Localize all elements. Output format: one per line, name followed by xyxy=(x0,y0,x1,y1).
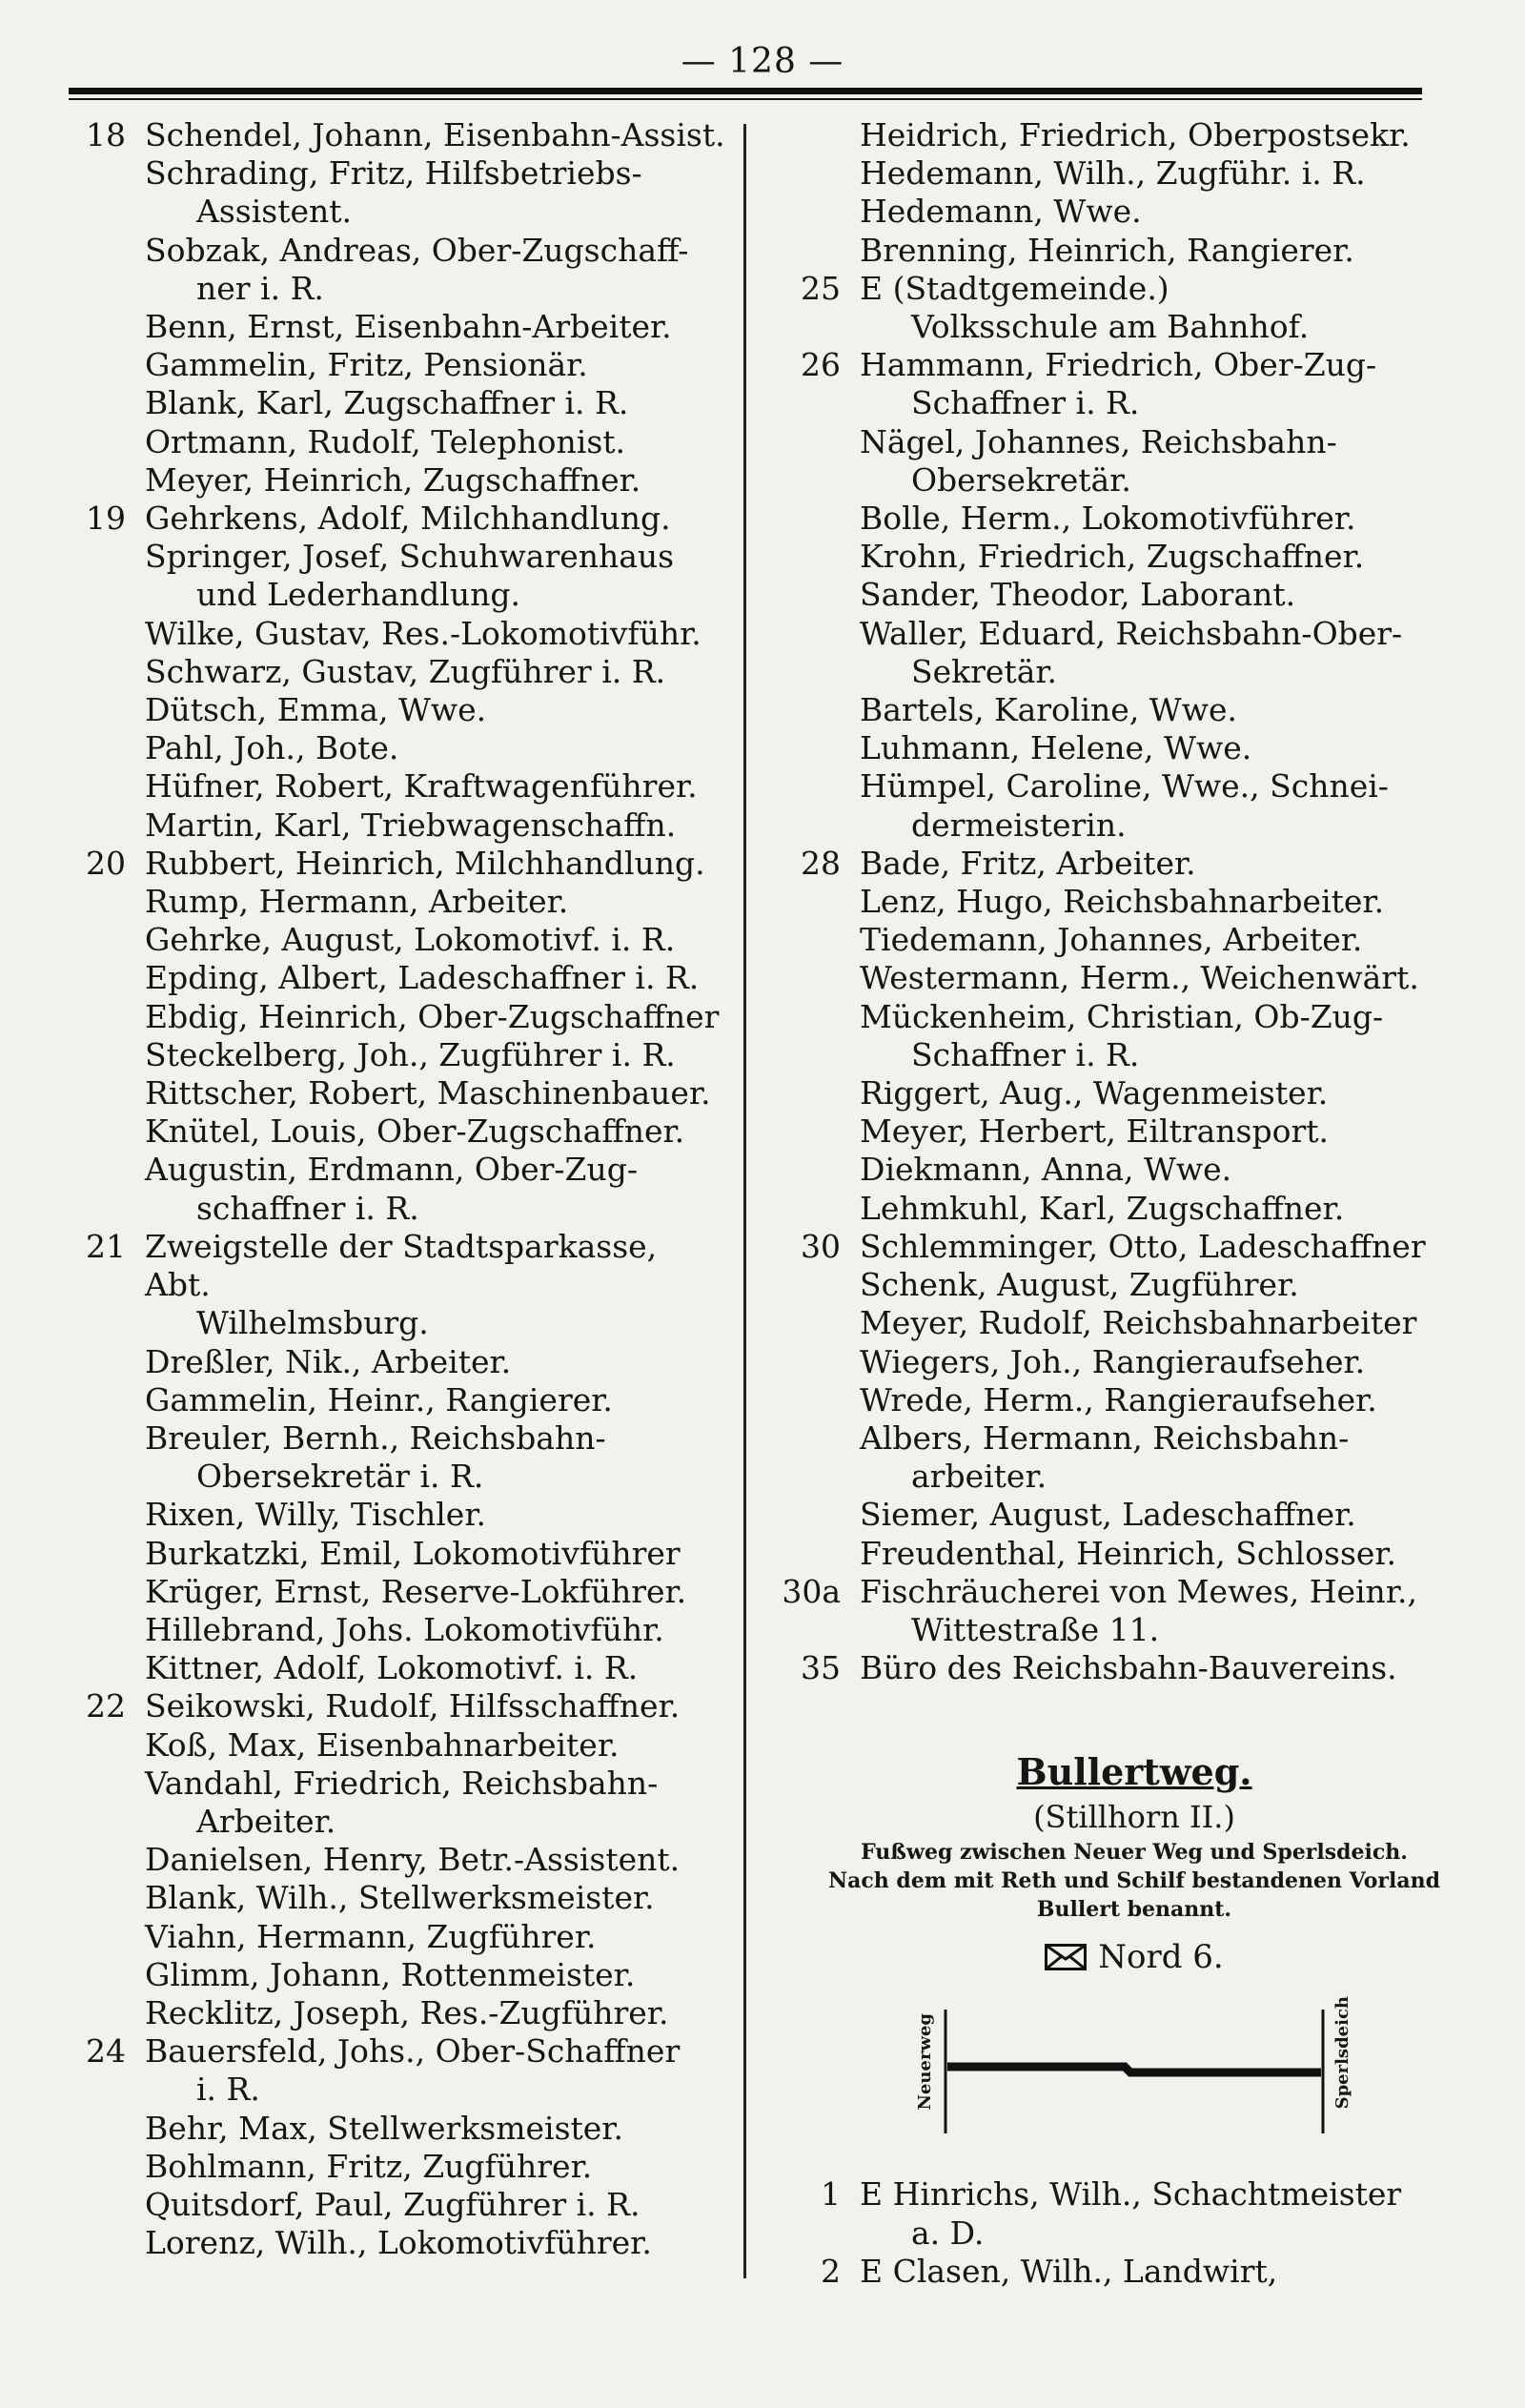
house-number: 26 xyxy=(801,346,841,384)
resident-text: Glimm, Johann, Rottenmeister. xyxy=(145,1955,636,1993)
directory-entry xyxy=(67,1879,734,1917)
resident-text-continuation: a. D. xyxy=(911,2214,985,2252)
directory-entry xyxy=(67,500,734,538)
directory-entry xyxy=(782,615,1487,691)
house-number: 25 xyxy=(801,269,841,307)
resident-text: Sobzak, Andreas, Ober-Zugschaff- xyxy=(145,231,689,269)
directory-entry xyxy=(67,346,734,384)
resident-text: Schwarz, Gustav, Zugführer i. R. xyxy=(145,652,666,690)
directory-entry xyxy=(67,423,734,461)
resident-text-continuation: Assistent. xyxy=(196,193,352,231)
directory-entry xyxy=(782,1649,1487,1687)
directory-entry xyxy=(67,2148,734,2186)
resident-text: Blank, Wilh., Stellwerksmeister. xyxy=(145,1879,655,1917)
directory-entry xyxy=(67,384,734,422)
house-number: 22 xyxy=(86,1687,126,1725)
resident-text: Schrading, Fritz, Hilfsbetriebs- xyxy=(145,154,642,193)
house-number: 20 xyxy=(86,844,126,882)
resident-text: Pahl, Joh., Bote. xyxy=(145,729,399,767)
resident-text: Epding, Albert, Ladeschaffner i. R. xyxy=(145,959,700,997)
directory-entry xyxy=(67,1343,734,1381)
directory-entry xyxy=(782,232,1487,270)
directory-entry xyxy=(67,232,734,308)
resident-text-continuation: Wittestraße 11. xyxy=(911,1610,1160,1648)
map-street-line xyxy=(947,2067,1321,2072)
resident-text-continuation: dermeisterin. xyxy=(911,806,1127,844)
resident-text: Krohn, Friedrich, Zugschaffner. xyxy=(860,538,1365,576)
resident-text: Nägel, Johannes, Reichsbahn- xyxy=(860,422,1337,460)
resident-text: E Hinrichs, Wilh., Schachtmeister xyxy=(860,2175,1402,2214)
directory-entry xyxy=(67,2032,734,2109)
directory-entry xyxy=(782,500,1487,538)
street-title: Bullertweg. xyxy=(1016,1750,1252,1794)
resident-text: Schendel, Johann, Eisenbahn-Assist. xyxy=(145,116,725,153)
resident-text: Burkatzki, Emil, Lokomotivführer xyxy=(145,1534,681,1572)
resident-text: Lehmkuhl, Karl, Zugschaffner. xyxy=(860,1189,1345,1227)
directory-entry xyxy=(782,423,1487,500)
resident-text-continuation: i. R. xyxy=(196,2071,260,2109)
resident-text: Gehrkens, Adolf, Milchhandlung. xyxy=(145,500,671,538)
directory-entry xyxy=(67,767,734,806)
resident-text-continuation: Schaffner i. R. xyxy=(911,1035,1140,1073)
resident-text: Siemer, August, Ladeschaffner. xyxy=(860,1496,1356,1534)
resident-text: Hammann, Friedrich, Ober-Zug- xyxy=(860,346,1377,384)
resident-text: Gehrke, August, Lokomotivf. i. R. xyxy=(145,921,676,959)
resident-text: Rump, Hermann, Arbeiter. xyxy=(145,883,569,921)
street-map-drawing xyxy=(886,1990,1382,2153)
resident-text: Hümpel, Caroline, Wwe., Schnei- xyxy=(860,767,1389,806)
directory-entry xyxy=(67,1649,734,1687)
resident-text-continuation: ner i. R. xyxy=(196,269,324,307)
directory-entry xyxy=(782,1190,1487,1228)
directory-entry xyxy=(67,2110,734,2148)
directory-entry xyxy=(67,1726,734,1765)
resident-text: Waller, Eduard, Reichsbahn-Ober- xyxy=(860,614,1403,652)
directory-entry xyxy=(782,1573,1487,1649)
street-entries xyxy=(782,2175,1487,2291)
directory-entry xyxy=(782,691,1487,729)
house-number: 24 xyxy=(86,2032,126,2071)
resident-text: Lorenz, Wilh., Lokomotivführer. xyxy=(145,2224,652,2262)
house-number: 2 xyxy=(821,2252,841,2290)
directory-entry xyxy=(782,921,1487,959)
resident-text: Wrede, Herm., Rangieraufseher. xyxy=(860,1380,1377,1418)
directory-entry xyxy=(782,1228,1487,1266)
directory-entry xyxy=(782,1419,1487,1496)
street-section xyxy=(782,1748,1487,2153)
resident-text: Dütsch, Emma, Wwe. xyxy=(145,691,487,729)
resident-text: Hedemann, Wwe. xyxy=(860,193,1142,231)
resident-text: Lenz, Hugo, Reichsbahnarbeiter. xyxy=(860,883,1385,921)
directory-entry xyxy=(782,116,1487,154)
house-number: 19 xyxy=(86,500,126,538)
resident-text: Seikowski, Rudolf, Hilfsschaffner. xyxy=(145,1687,681,1725)
directory-entry xyxy=(782,193,1487,231)
resident-text: Bohlmann, Fritz, Zugführer. xyxy=(145,2147,593,2185)
directory-entry xyxy=(67,1112,734,1151)
street-description-line: Bullert benannt. xyxy=(1036,1897,1232,1923)
directory-entry xyxy=(67,845,734,883)
directory-entry xyxy=(782,1496,1487,1534)
resident-text: Wilke, Gustav, Res.-Lokomotivführ. xyxy=(145,614,702,652)
directory-entry xyxy=(782,2175,1487,2252)
resident-text: Breuler, Bernh., Reichsbahn- xyxy=(145,1418,606,1457)
directory-entry xyxy=(782,270,1487,346)
resident-text: Sander, Theodor, Laborant. xyxy=(860,576,1296,614)
directory-entry xyxy=(782,1112,1487,1151)
resident-text: Behr, Max, Stellwerksmeister. xyxy=(145,2109,623,2147)
directory-entry xyxy=(67,691,734,729)
street-subtitle: (Stillhorn II.) xyxy=(1033,1799,1235,1836)
directory-entry xyxy=(67,1956,734,1994)
directory-entry xyxy=(67,1036,734,1074)
resident-text: Büro des Reichsbahn-Bauvereins. xyxy=(860,1649,1397,1687)
directory-entry xyxy=(67,2186,734,2224)
resident-text: Quitsdorf, Paul, Zugführer i. R. xyxy=(145,2185,640,2223)
resident-text: Rittscher, Robert, Maschinenbauer. xyxy=(145,1074,711,1112)
resident-text: Meyer, Herbert, Eiltransport. xyxy=(860,1112,1329,1151)
directory-entry xyxy=(67,1419,734,1496)
directory-entry xyxy=(67,729,734,767)
resident-text: E Clasen, Wilh., Landwirt, xyxy=(860,2252,1278,2290)
resident-text: Diekmann, Anna, Wwe. xyxy=(860,1151,1232,1189)
resident-text: Tiedemann, Johannes, Arbeiter. xyxy=(860,921,1363,959)
resident-text: Ebdig, Heinrich, Ober-Zugschaffner xyxy=(145,997,720,1035)
directory-entry xyxy=(67,538,734,614)
resident-text: Luhmann, Helene, Wwe. xyxy=(860,729,1252,767)
resident-text: Augustin, Erdmann, Ober-Zug- xyxy=(145,1151,638,1189)
directory-entry xyxy=(782,1381,1487,1419)
resident-text: Gammelin, Heinr., Rangierer. xyxy=(145,1380,613,1418)
street-description-line: Nach dem mit Reth und Schilf bestandenen Vorland xyxy=(828,1868,1440,1894)
resident-text: Wiegers, Joh., Rangieraufseher. xyxy=(860,1342,1366,1380)
resident-text: Brenning, Heinrich, Rangierer. xyxy=(860,231,1354,269)
resident-text: E (Stadtgemeinde.) xyxy=(860,269,1169,307)
house-number: 1 xyxy=(821,2175,841,2214)
left-column xyxy=(67,116,734,2262)
house-number: 28 xyxy=(801,844,841,882)
directory-entry xyxy=(67,959,734,997)
directory-entry xyxy=(67,154,734,231)
house-number: 30a xyxy=(782,1572,841,1610)
directory-entry xyxy=(67,883,734,921)
resident-text: Kittner, Adolf, Lokomotivf. i. R. xyxy=(145,1649,639,1687)
resident-text: Recklitz, Joseph, Res.-Zugführer. xyxy=(145,1993,669,2031)
directory-entry xyxy=(67,653,734,691)
resident-text-continuation: Arbeiter. xyxy=(196,1802,336,1840)
resident-text: Bolle, Herm., Lokomotivführer. xyxy=(860,500,1356,538)
resident-text-continuation: Volksschule am Bahnhof. xyxy=(911,308,1310,346)
postal-district-label: Nord 6. xyxy=(1098,1938,1224,1977)
map-left-label: Neuerweg xyxy=(915,2013,935,2111)
resident-text: Albers, Hermann, Reichsbahn- xyxy=(860,1418,1350,1457)
directory-entry xyxy=(782,1343,1487,1381)
resident-text-continuation: Wilhelmsburg. xyxy=(196,1304,429,1342)
resident-text: Springer, Josef, Schuhwarenhaus xyxy=(145,538,675,576)
directory-entry xyxy=(67,1687,734,1725)
resident-text: Knütel, Louis, Ober-Zugschaffner. xyxy=(145,1112,685,1151)
directory-entry xyxy=(67,1611,734,1649)
header-rule xyxy=(69,88,1422,94)
directory-entry xyxy=(782,1535,1487,1573)
directory-entry xyxy=(67,1496,734,1534)
house-number: 18 xyxy=(86,116,126,153)
right-column-entries xyxy=(782,116,1487,1687)
resident-text: Martin, Karl, Triebwagenschaffn. xyxy=(145,806,677,844)
directory-entry xyxy=(67,1381,734,1419)
resident-text-continuation: und Lederhandlung. xyxy=(196,576,520,614)
directory-entry xyxy=(67,615,734,653)
directory-entry xyxy=(782,767,1487,844)
directory-entry xyxy=(782,1304,1487,1342)
resident-text: Fischräucherei von Mewes, Heinr., xyxy=(860,1572,1417,1610)
resident-text: Heidrich, Friedrich, Oberpostsekr. xyxy=(860,116,1411,153)
directory-entry xyxy=(782,154,1487,193)
directory-entry xyxy=(782,729,1487,767)
resident-text: Ortmann, Rudolf, Telephonist. xyxy=(145,422,626,460)
resident-text: Meyer, Rudolf, Reichsbahnarbeiter xyxy=(860,1304,1417,1342)
directory-entry xyxy=(67,308,734,346)
resident-text: Vandahl, Friedrich, Reichsbahn- xyxy=(145,1764,659,1802)
directory-entry xyxy=(782,883,1487,921)
directory-entry xyxy=(67,1535,734,1573)
page-number: — 128 — xyxy=(681,42,844,81)
resident-text-continuation: Sekretär. xyxy=(911,652,1058,690)
resident-text: Schlemminger, Otto, Ladeschaffner xyxy=(860,1227,1426,1265)
right-column xyxy=(782,116,1487,2291)
resident-text: Gammelin, Fritz, Pensionär. xyxy=(145,346,588,384)
resident-text: Bartels, Karoline, Wwe. xyxy=(860,691,1237,729)
directory-entry xyxy=(782,959,1487,997)
street-description-line: Fußweg zwischen Neuer Weg und Sperlsdeich. xyxy=(861,1840,1408,1866)
resident-text: Westermann, Herm., Weichenwärt. xyxy=(860,959,1419,997)
directory-entry xyxy=(67,1918,734,1956)
directory-entry xyxy=(782,1266,1487,1304)
envelope-icon xyxy=(1045,1944,1087,1970)
resident-text: Schenk, August, Zugführer. xyxy=(860,1266,1299,1304)
resident-text-continuation: Obersekretär. xyxy=(911,460,1131,499)
street-map xyxy=(886,1990,1382,2153)
resident-text: Bade, Fritz, Arbeiter. xyxy=(860,844,1196,882)
directory-entry xyxy=(67,1994,734,2032)
house-number: 30 xyxy=(801,1227,841,1265)
directory-entry xyxy=(782,845,1487,883)
directory-entry xyxy=(67,1841,734,1879)
directory-entry xyxy=(782,2253,1487,2291)
directory-entry xyxy=(67,461,734,500)
directory-entry xyxy=(782,998,1487,1074)
postal-district xyxy=(782,1933,1487,1981)
resident-text: Koß, Max, Eisenbahnarbeiter. xyxy=(145,1725,620,1764)
resident-text: Mückenheim, Christian, Ob-Zug- xyxy=(860,997,1384,1035)
resident-text: Steckelberg, Joh., Zugführer i. R. xyxy=(145,1035,676,1073)
resident-text: Hüfner, Robert, Kraftwagenführer. xyxy=(145,767,698,806)
house-number: 21 xyxy=(86,1227,126,1265)
resident-text: Krüger, Ernst, Reserve-Lokführer. xyxy=(145,1572,687,1610)
directory-entry xyxy=(67,1573,734,1611)
directory-entry xyxy=(67,116,734,154)
resident-text: Riggert, Aug., Wagenmeister. xyxy=(860,1074,1329,1112)
column-divider xyxy=(743,124,746,2278)
directory-entry xyxy=(67,1151,734,1227)
resident-text: Rixen, Willy, Tischler. xyxy=(145,1496,486,1534)
resident-text: Viahn, Hermann, Zugführer. xyxy=(145,1917,597,1955)
directory-entry xyxy=(67,1765,734,1841)
house-number: 35 xyxy=(801,1649,841,1687)
directory-entry xyxy=(782,538,1487,576)
resident-text-continuation: arbeiter. xyxy=(911,1458,1047,1496)
resident-text: Bauersfeld, Johs., Ober-Schaffner xyxy=(145,2032,681,2071)
resident-text: Zweigstelle der Stadtsparkasse, Abt. xyxy=(145,1227,658,1304)
directory-entry xyxy=(67,806,734,845)
resident-text-continuation: Schaffner i. R. xyxy=(911,384,1140,422)
resident-text: Dreßler, Nik., Arbeiter. xyxy=(145,1342,512,1380)
directory-entry xyxy=(782,1151,1487,1189)
directory-entry xyxy=(67,1074,734,1112)
resident-text: Hillebrand, Johs. Lokomotivführ. xyxy=(145,1610,664,1648)
map-right-label: Sperlsdeich xyxy=(1332,1996,1352,2110)
resident-text: Hedemann, Wilh., Zugführ. i. R. xyxy=(860,154,1366,193)
resident-text: Freudenthal, Heinrich, Schlosser. xyxy=(860,1534,1397,1572)
directory-entry xyxy=(67,998,734,1036)
directory-entry xyxy=(67,2224,734,2262)
resident-text: Benn, Ernst, Eisenbahn-Arbeiter. xyxy=(145,308,672,346)
directory-entry xyxy=(782,346,1487,422)
directory-entry xyxy=(782,576,1487,614)
resident-text: Meyer, Heinrich, Zugschaffner. xyxy=(145,460,641,499)
directory-entry xyxy=(782,1074,1487,1112)
resident-text: Danielsen, Henry, Betr.-Assistent. xyxy=(145,1841,681,1879)
resident-text: Blank, Karl, Zugschaffner i. R. xyxy=(145,384,629,422)
resident-text: Rubbert, Heinrich, Milchhandlung. xyxy=(145,844,705,882)
directory-entry xyxy=(67,1228,734,1343)
resident-text-continuation: Obersekretär i. R. xyxy=(196,1458,484,1496)
resident-text-continuation: schaffner i. R. xyxy=(196,1189,419,1227)
directory-entry xyxy=(67,921,734,959)
